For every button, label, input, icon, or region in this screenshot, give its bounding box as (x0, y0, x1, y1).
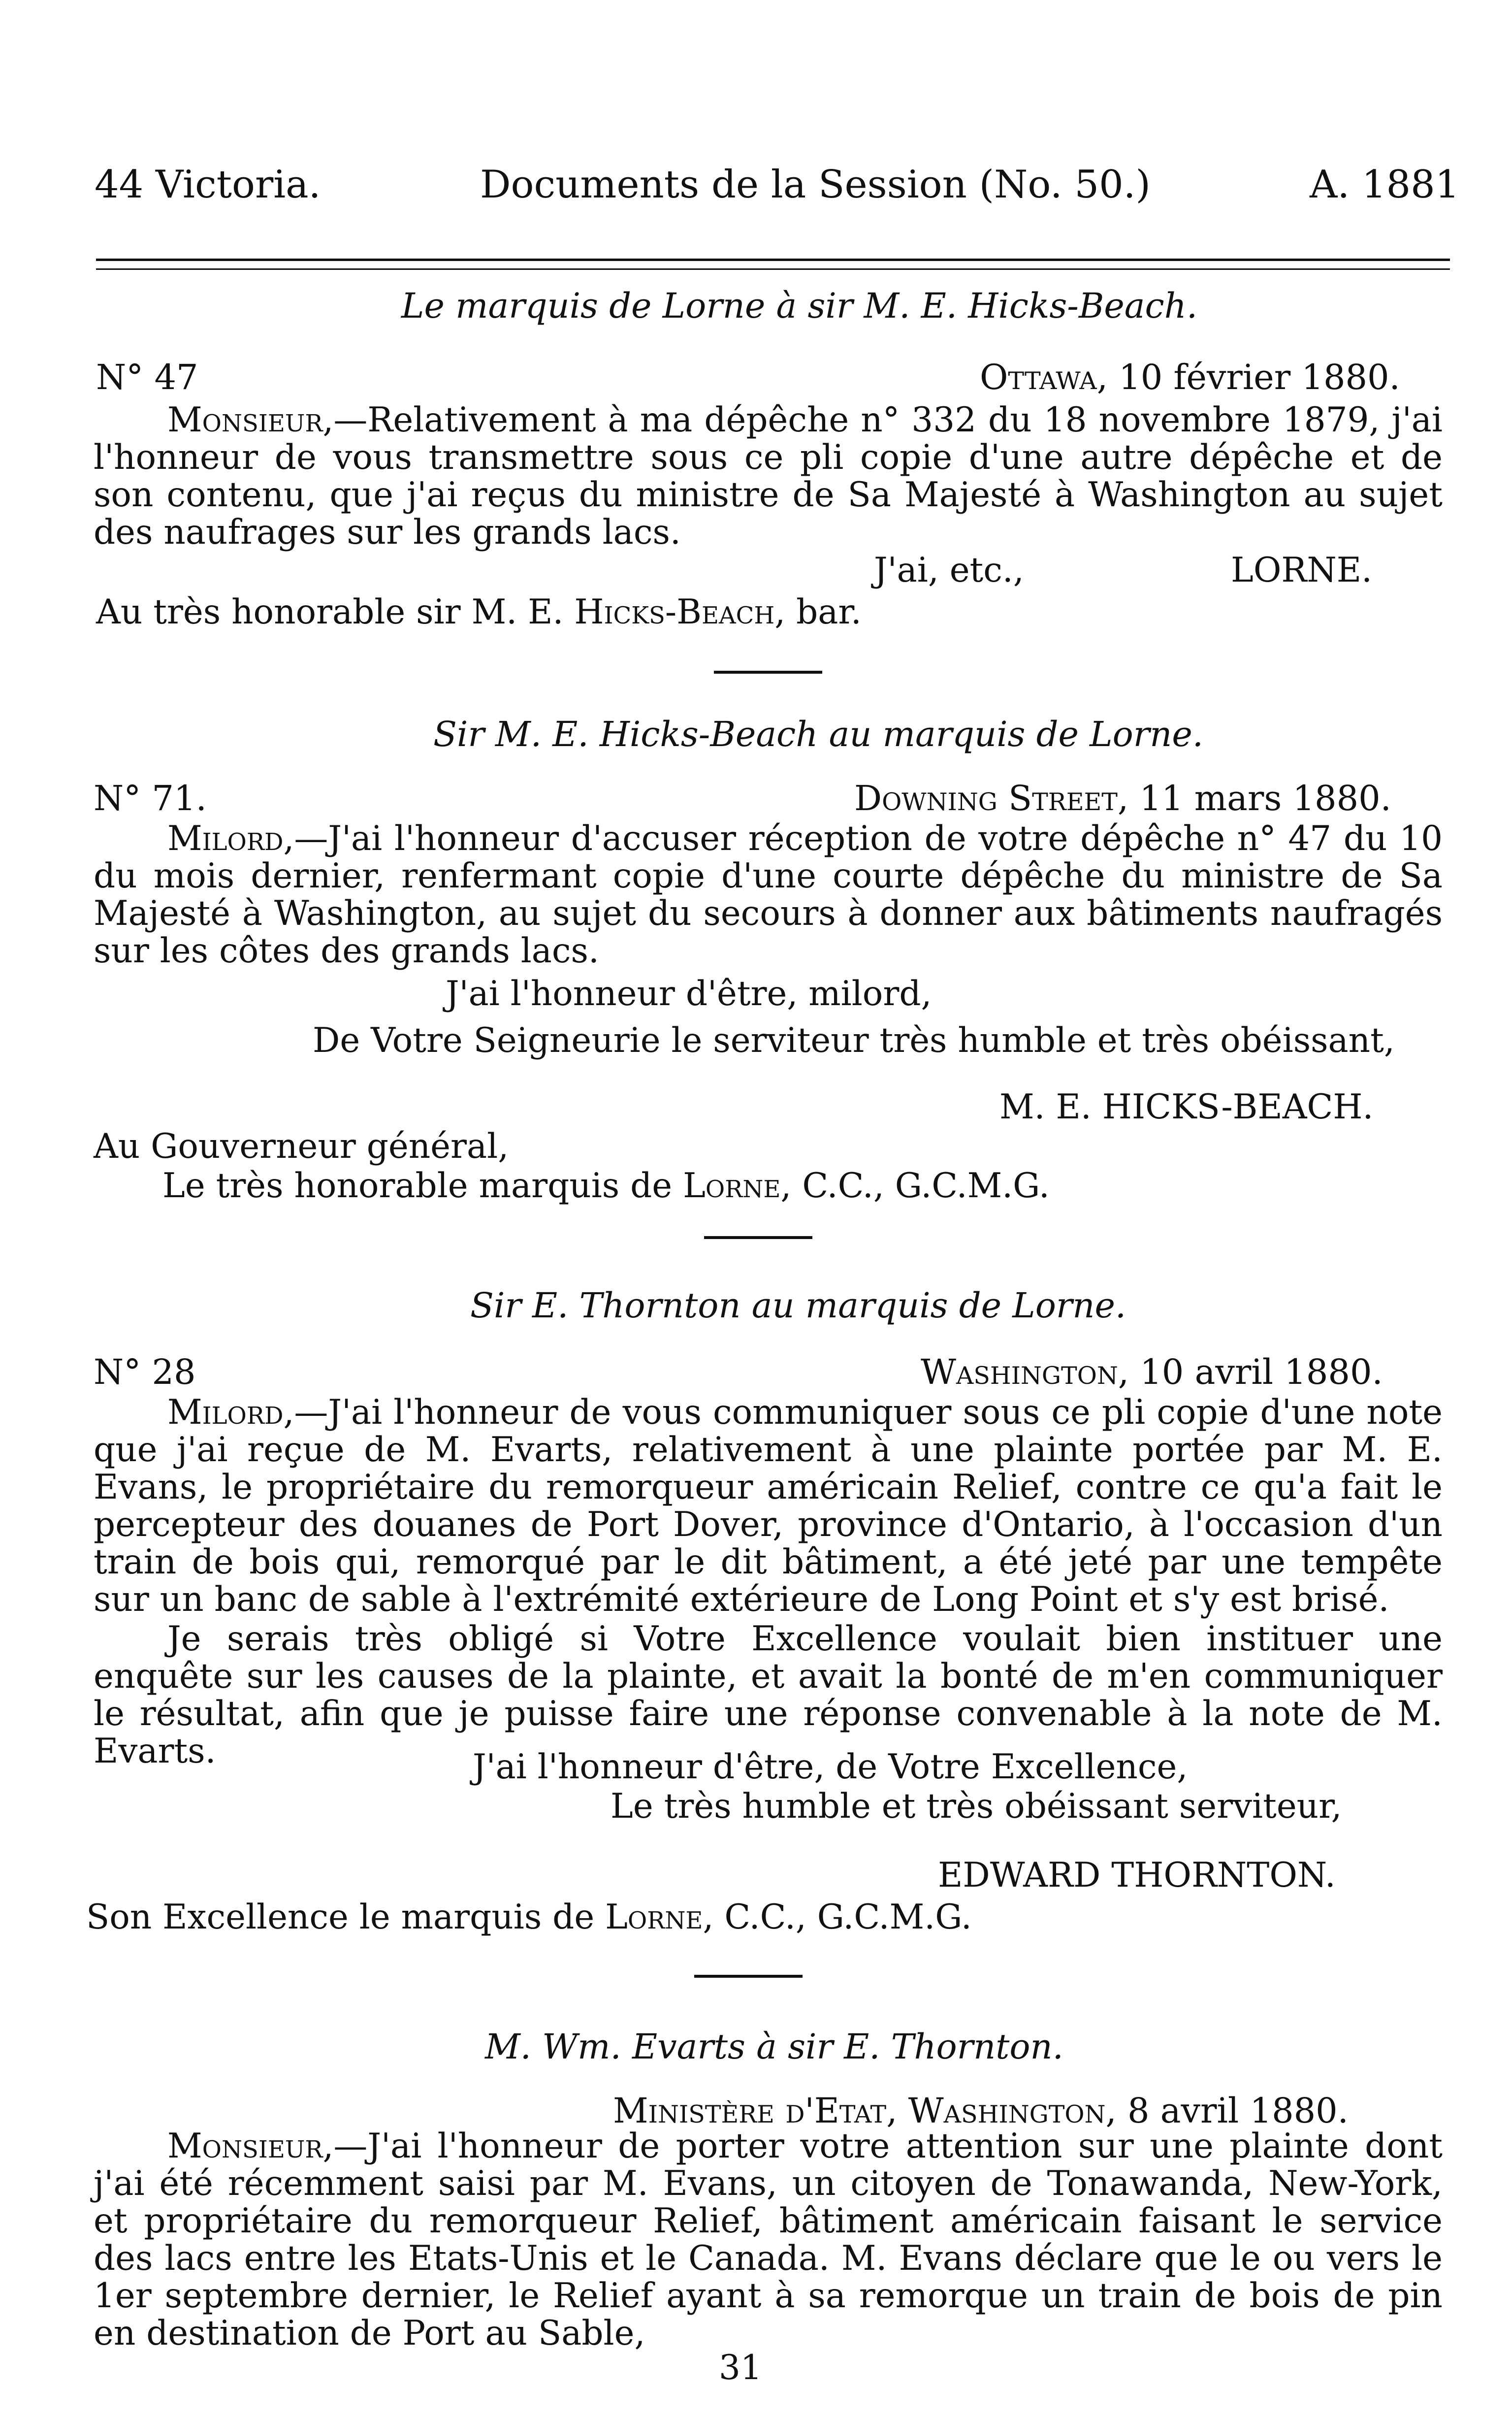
letter-4-date: 8 avril 1880. (1127, 2091, 1349, 2131)
header-rule-top (96, 259, 1450, 261)
letter-1-date: 10 février 1880. (1119, 357, 1400, 397)
letter-1-addressee-prefix: Au très honorable sir M. E. (96, 592, 564, 632)
header-title: Documents de la Session (No. 50.) (480, 163, 1151, 207)
letter-3-number: N° 28 (94, 1352, 196, 1392)
separator-2 (704, 1236, 812, 1239)
letter-2-place: Downing Street, (854, 778, 1129, 818)
letter-3-dateline (921, 1352, 1383, 1392)
letter-3-place: Washington, (921, 1352, 1129, 1392)
letter-1-paragraph: —Relativement à ma dépêche n° 332 du 18 novembre 1879, j'ai l'honneur de vous transmettre sous ce pli copie d'une autre dépêche et de son contenu, que j'ai reçus du ministre de Sa Majesté à Washington au sujet des naufrages sur les grands lacs. (94, 400, 1443, 552)
letter-1-title: Le marquis de Lorne à sir M. E. Hicks-Beach. (401, 286, 1198, 326)
letter-2-addressee-name: Lorne, (683, 1166, 792, 1206)
letter-2-addressee-2 (162, 1167, 1050, 1205)
letter-2-addressee-1: Au Gouverneur général, (94, 1127, 509, 1166)
letter-2-body (94, 820, 1443, 973)
letter-3-paragraph-1: —J'ai l'honneur de vous communiquer sous ce pli copie d'une note que j'ai reçue de M. Evarts, relativement à une plainte portée par M. E. Evans, le propriétaire du remorqueur américain Relief, contre ce qu'a fait le percepteur des douanes de Port Dover, province d'Ontario, à l'occasion d'un train de bois qui, remorqué par le dit bâtiment, a été jeté par une tempête sur un banc de sable à l'extrémité extérieure de Long Point et s'y est brisé. (94, 1393, 1443, 1619)
header-year: A. 1881 (1310, 163, 1460, 207)
letter-1-body (94, 401, 1443, 554)
letter-1-signature: LORNE. (1231, 551, 1373, 590)
letter-3-addressee (86, 1898, 972, 1936)
letter-2-addressee-suffix: C.C., G.C.M.G. (802, 1166, 1050, 1206)
letter-2-signature: M. E. HICKS-BEACH. (999, 1087, 1374, 1127)
header-volume: 44 Victoria. (95, 163, 321, 207)
letter-1-dateline (980, 357, 1400, 397)
letter-2-paragraph: —J'ai l'honneur d'accuser réception de votre dépêche n° 47 du 10 du mois dernier, renfermant copie d'une courte dépêche du ministre de Sa Majesté à Washington, au sujet du secours à donner aux bâtiments naufragés sur les côtes des grands lacs. (94, 819, 1443, 971)
letter-2-closing-1: J'ai l'honneur d'être, milord, (446, 974, 932, 1013)
letter-4-body (94, 2126, 1443, 2353)
letter-1-salutation: Monsieur, (167, 400, 334, 440)
letter-3-addressee-suffix: C.C., G.C.M.G. (724, 1897, 972, 1937)
letter-2-salutation: Milord, (167, 819, 294, 858)
letter-3-title: Sir E. Thornton au marquis de Lorne. (470, 1285, 1126, 1326)
letter-4-dateline (613, 2091, 1349, 2131)
letter-1-place: Ottawa, (980, 357, 1108, 397)
letter-3-salutation: Milord, (167, 1393, 294, 1432)
letter-3-closing-1: J'ai l'honneur d'être, de Votre Excellence, (473, 1747, 1188, 1787)
letter-3-date: 10 avril 1880. (1140, 1352, 1383, 1392)
letter-3-closing-2: Le très humble et très obéissant serviteur, (611, 1787, 1342, 1826)
letter-3-addressee-prefix: Son Excellence le marquis de (86, 1897, 595, 1937)
separator-3 (694, 1975, 803, 1978)
letter-2-number: N° 71. (94, 778, 207, 818)
letter-3-signature: EDWARD THORNTON. (938, 1856, 1336, 1895)
letter-2-addressee-prefix: Le très honorable marquis de (162, 1166, 673, 1206)
separator-1 (714, 671, 822, 674)
letter-2-date: 11 mars 1880. (1139, 778, 1391, 818)
page-number: 31 (719, 2348, 762, 2387)
letter-1-number: N° 47 (96, 357, 198, 397)
letter-4-place: Ministère d'Etat, Washington, (613, 2091, 1117, 2131)
letter-2-title: Sir M. E. Hicks-Beach au marquis de Lorne. (433, 714, 1204, 754)
letter-1-closing: J'ai, etc., (874, 551, 1024, 590)
letter-3-addressee-name: Lorne, (605, 1897, 714, 1937)
letter-4-title: M. Wm. Evarts à sir E. Thornton. (485, 2027, 1063, 2067)
letter-2-closing-2: De Votre Seigneurie le serviteur très humble et très obéissant, (313, 1021, 1395, 1060)
letter-1-addressee-name: Hicks-Beach, (574, 592, 786, 632)
letter-3-paragraph-2: Je serais très obligé si Votre Excellence voulait bien instituer une enquête sur les causes de la plainte, et avait la bonté de m'en communiquer le résultat, afin que je puisse faire une réponse convenable à la note de M. Evarts. (94, 1619, 1443, 1771)
letter-4-salutation: Monsieur, (167, 2126, 334, 2166)
letter-4-paragraph: —J'ai l'honneur de porter votre attention sur une plainte dont j'ai été récemment saisi par M. Evans, un citoyen de Tonawanda, New-York, et propriétaire du remorqueur Relief, bâtiment américain faisant le service des lacs entre les Etats-Unis et le Canada. M. Evans déclare que le ou vers le 1er septembre dernier, le Relief ayant à sa remorque un train de bois de pin en destination de Port au Sable, (94, 2126, 1443, 2353)
header-rule-bottom (96, 268, 1450, 270)
letter-1-addressee (96, 593, 862, 631)
letter-2-dateline (854, 778, 1391, 818)
letter-1-addressee-suffix: bar. (796, 592, 862, 632)
